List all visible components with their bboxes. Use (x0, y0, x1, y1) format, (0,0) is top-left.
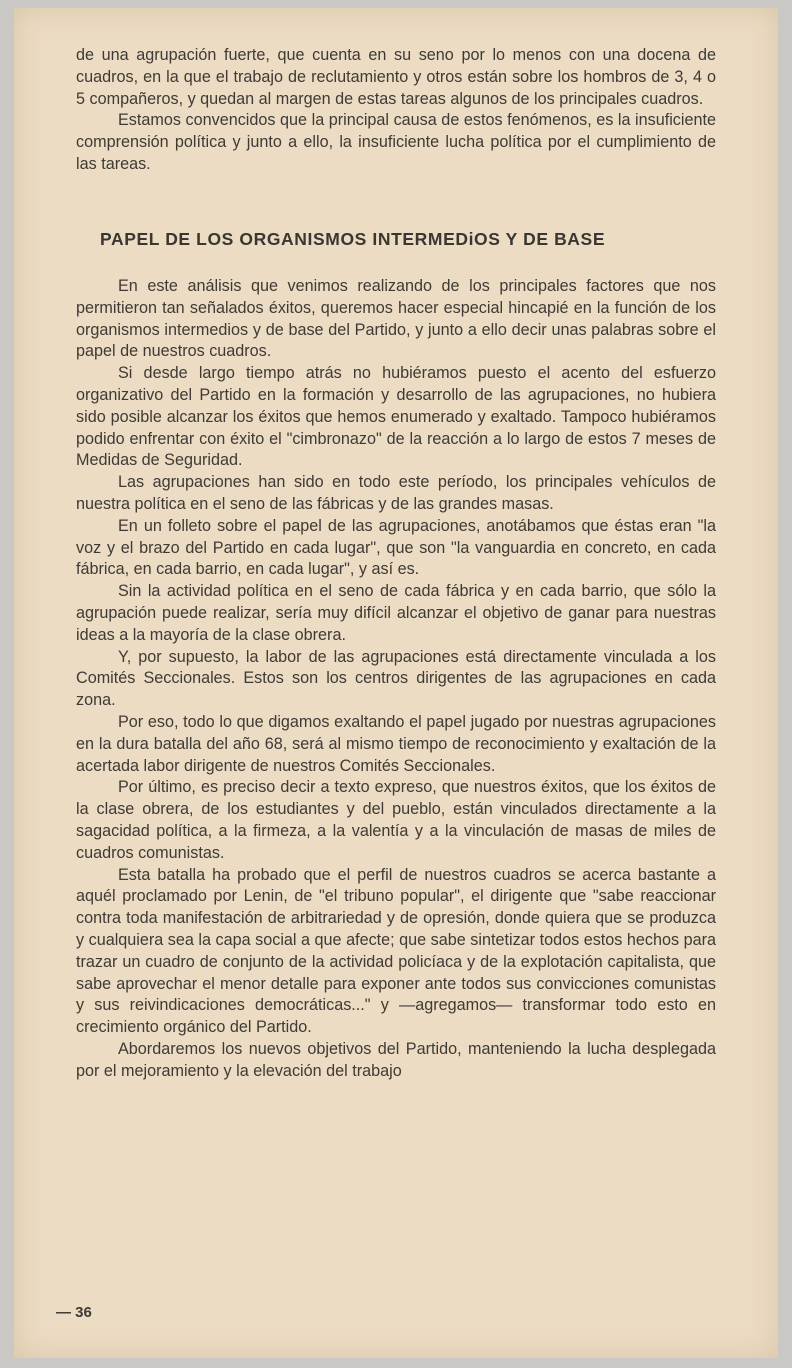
scanned-page (14, 8, 778, 1358)
paragraph: Estamos convencidos que la principal causa de estos fenómenos, es la insuficiente comprensión política y junto a ello, la insuficiente lucha política por el cumplimiento de las tareas. (76, 111, 716, 173)
page-number: — 36 (56, 1304, 92, 1321)
paragraph: Esta batalla ha probado que el perfil de nuestros cuadros se acerca bastante a aquél proclamado por Lenin, de "el tribuno popular", el dirigente que "sabe reaccionar contra toda manifestación de arbitrariedad y de opresión, donde quiera que se produzca y cualquiera sea la capa social a que afecte; que sabe sintetizar todos estos hechos para trazar un cuadro de conjunto de la actividad policíaca y de la explotación capitalista, que sabe aprovechar el menor detalle para exponer ante todos sus convicciones comunistas y sus reivindicaciones democráticas..." y —agregamos— transformar todo esto en crecimiento orgánico del Partido. (76, 865, 716, 1037)
paragraph: Por eso, todo lo que digamos exaltando el papel jugado por nuestras agrupaciones en la dura batalla del año 68, será al mismo tiempo de reconocimiento y exaltación de la acertada labor dirigente de nuestros Comités Seccionales. (76, 712, 716, 775)
paragraph: Sin la actividad política en el seno de cada fábrica y en cada barrio, que sólo la agrupación puede realizar, sería muy difícil alcanzar el objetivo de ganar para nuestras ideas a la mayoría de la clase obrera. (76, 582, 716, 644)
paragraph: En este análisis que venimos realizando de los principales factores que nos permitieron tan señalados éxitos, queremos hacer especial hincapié en la función de los organismos intermedios y de base del Partido, y junto a ello decir unas palabras sobre el papel de nuestros cuadros. (76, 277, 716, 361)
main-text-block (76, 276, 716, 1082)
paragraph: Si desde largo tiempo atrás no hubiéramos puesto el acento del esfuerzo organizativo del Partido en la formación y desarrollo de las agrupaciones, no hubiera sido posible alcanzar los éxitos que hemos enumerado y exaltado. Tampoco hubiéramos podido enfrentar con éxito el "cimbronazo" de la reacción a lo largo de estos 7 meses de Medidas de Seguridad. (76, 364, 716, 470)
paragraph: Y, por supuesto, la labor de las agrupaciones está directamente vinculada a los Comités Seccionales. Estos son los centros dirigentes de las agrupaciones en cada zona. (76, 647, 716, 710)
section-heading: PAPEL DE LOS ORGANISMOS INTERMEDiOS Y DE BASE (100, 229, 606, 249)
paragraph: Por último, es preciso decir a texto expreso, que nuestros éxitos, que los éxitos de la clase obrera, de los estudiantes y del pueblo, están vinculados directamente a la sagacidad política, a la firmeza, a la valentía y a la vinculación de masas de miles de cuadros comunistas. (76, 778, 716, 862)
paragraph: de una agrupación fuerte, que cuenta en su seno por lo menos con una docena de cuadros, en la que el trabajo de reclutamiento y otros están sobre los hombros de 3, 4 o 5 compañeros, y quedan al margen de estas tareas algunos de los principales cuadros. (76, 46, 716, 108)
paragraph: En un folleto sobre el papel de las agrupaciones, anotábamos que éstas eran "la voz y el brazo del Partido en cada lugar", que son "la vanguardia en concreto, en cada fábrica, en cada barrio, en cada lugar", y así es. (76, 516, 716, 579)
top-text-block (76, 45, 716, 176)
paragraph: Las agrupaciones han sido en todo este período, los principales vehículos de nuestra política en el seno de las fábricas y de las grandes masas. (76, 473, 716, 513)
paragraph: Abordaremos los nuevos objetivos del Partido, manteniendo la lucha desplegada por el mejoramiento y la elevación del trabajo (76, 1039, 716, 1080)
